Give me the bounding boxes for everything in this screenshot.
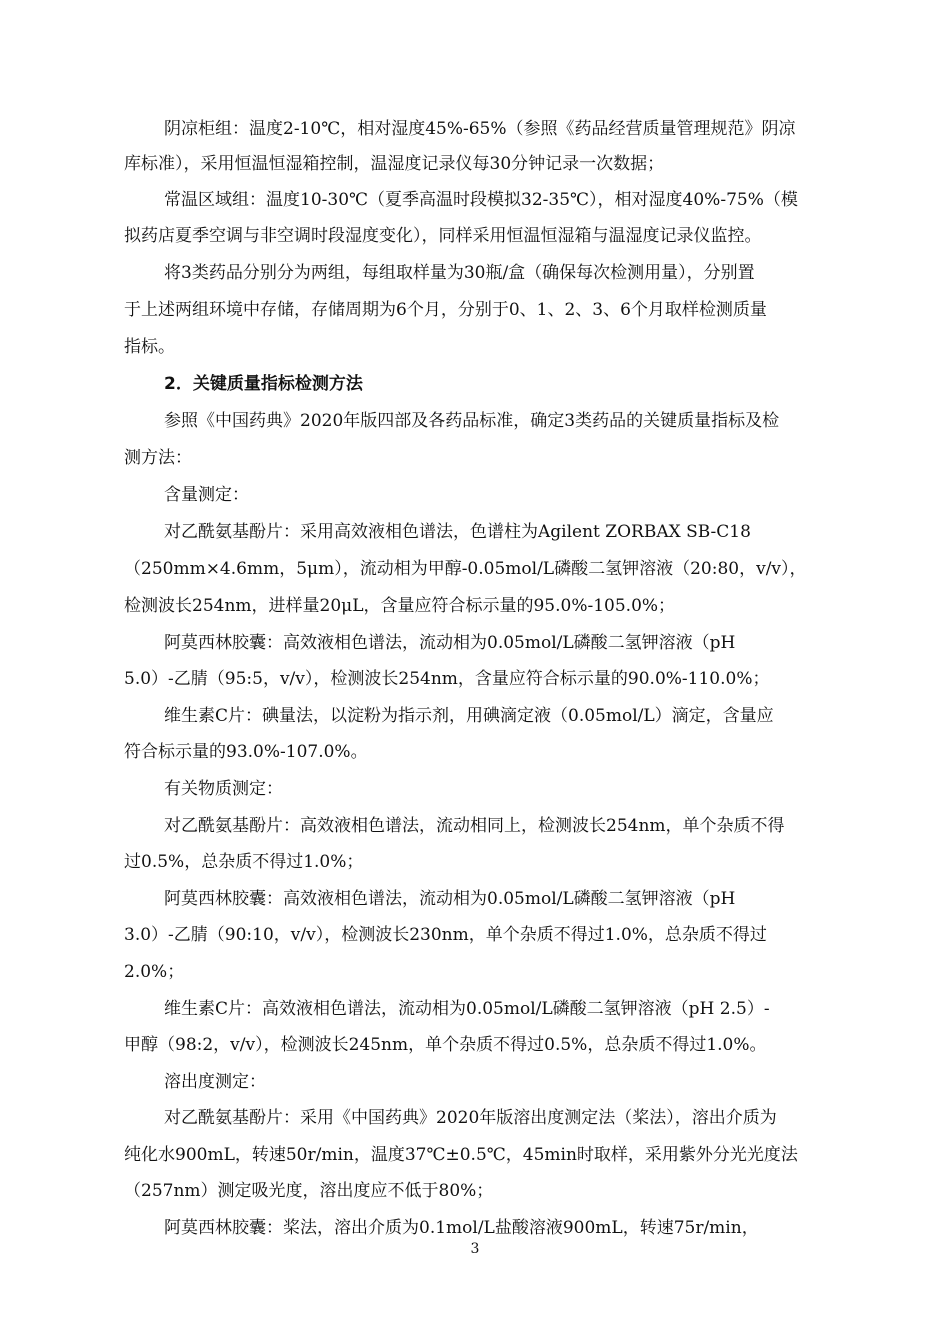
text-line: 溶出度测定： bbox=[164, 1072, 266, 1092]
text-line: 维生素C片：碘量法，以淀粉为指示剂，用碘滴定液（0.05mol/L）滴定，含量应 bbox=[164, 706, 774, 726]
text-line: 阿莫西林胶囊：高效液相色谱法，流动相为0.05mol/L磷酸二氢钾溶液（pH bbox=[164, 633, 736, 653]
page-number: 3 bbox=[470, 1241, 480, 1257]
text-line: 2.0%； bbox=[124, 962, 185, 982]
text-line: 纯化水900mL，转速50r/min，温度37℃±0.5℃，45min时取样，采用紫外分光光度法 bbox=[124, 1145, 798, 1165]
text-line: 含量测定： bbox=[164, 485, 249, 505]
text-line: （257nm）测定吸光度，溶出度应不低于80%； bbox=[124, 1181, 494, 1201]
text-line: 维生素C片：高效液相色谱法，流动相为0.05mol/L磷酸二氢钾溶液（pH 2.5）- bbox=[164, 999, 770, 1019]
text-line: 于上述两组环境中存储，存储周期为6个月，分别于0、1、2、3、6个月取样检测质量 bbox=[124, 300, 767, 320]
text-line: 甲醇（98:2，v/v），检测波长245nm，单个杂质不得过0.5%，总杂质不得过1.0%。 bbox=[124, 1035, 767, 1055]
text-line: （250mm×4.6mm，5μm），流动相为甲醇-0.05mol/L磷酸二氢钾溶液（20:80，v/v）， bbox=[124, 559, 807, 579]
section-heading: 2．关键质量指标检测方法 bbox=[164, 374, 363, 394]
text-line: 有关物质测定： bbox=[164, 779, 283, 799]
text-line: 拟药店夏季空调与非空调时段湿度变化），同样采用恒温恒湿箱与温湿度记录仪监控。 bbox=[124, 226, 762, 246]
text-line: 对乙酰氨基酚片：采用《中国药典》2020年版溶出度测定法（桨法），溶出介质为 bbox=[164, 1108, 777, 1128]
text-line: 库标准），采用恒温恒湿箱控制，温湿度记录仪每30分钟记录一次数据； bbox=[124, 154, 665, 174]
text-line: 5.0）-乙腈（95:5，v/v），检测波长254nm，含量应符合标示量的90.0%-110.0%； bbox=[124, 669, 770, 689]
text-line: 检测波长254nm，进样量20μL，含量应符合标示量的95.0%-105.0%； bbox=[124, 596, 676, 616]
text-line: 3.0）-乙腈（90:10，v/v），检测波长230nm，单个杂质不得过1.0%，总杂质不得过 bbox=[124, 925, 767, 945]
text-line: 将3类药品分别分为两组，每组取样量为30瓶/盒（确保每次检测用量），分别置 bbox=[164, 263, 755, 283]
text-line: 过0.5%，总杂质不得过1.0%； bbox=[124, 852, 364, 872]
text-line: 测方法： bbox=[124, 448, 192, 468]
text-line: 对乙酰氨基酚片：高效液相色谱法，流动相同上，检测波长254nm，单个杂质不得 bbox=[164, 816, 785, 836]
text-line: 参照《中国药典》2020年版四部及各药品标准，确定3类药品的关键质量指标及检 bbox=[164, 411, 780, 431]
text-line: 符合标示量的93.0%-107.0%。 bbox=[124, 742, 368, 762]
text-line: 对乙酰氨基酚片：采用高效液相色谱法，色谱柱为Agilent ZORBAX SB-C18 bbox=[164, 522, 751, 542]
text-line: 阴凉柜组：温度2-10℃，相对湿度45%-65%（参照《药品经营质量管理规范》阴凉 bbox=[164, 119, 796, 139]
text-line: 阿莫西林胶囊：高效液相色谱法，流动相为0.05mol/L磷酸二氢钾溶液（pH bbox=[164, 889, 736, 909]
text-line: 指标。 bbox=[124, 337, 175, 357]
text-line: 阿莫西林胶囊：桨法，溶出介质为0.1mol/L盐酸溶液900mL，转速75r/min， bbox=[164, 1218, 759, 1238]
text-line: 常温区域组：温度10-30℃（夏季高温时段模拟32-35℃），相对湿度40%-75%（模 bbox=[164, 190, 798, 210]
